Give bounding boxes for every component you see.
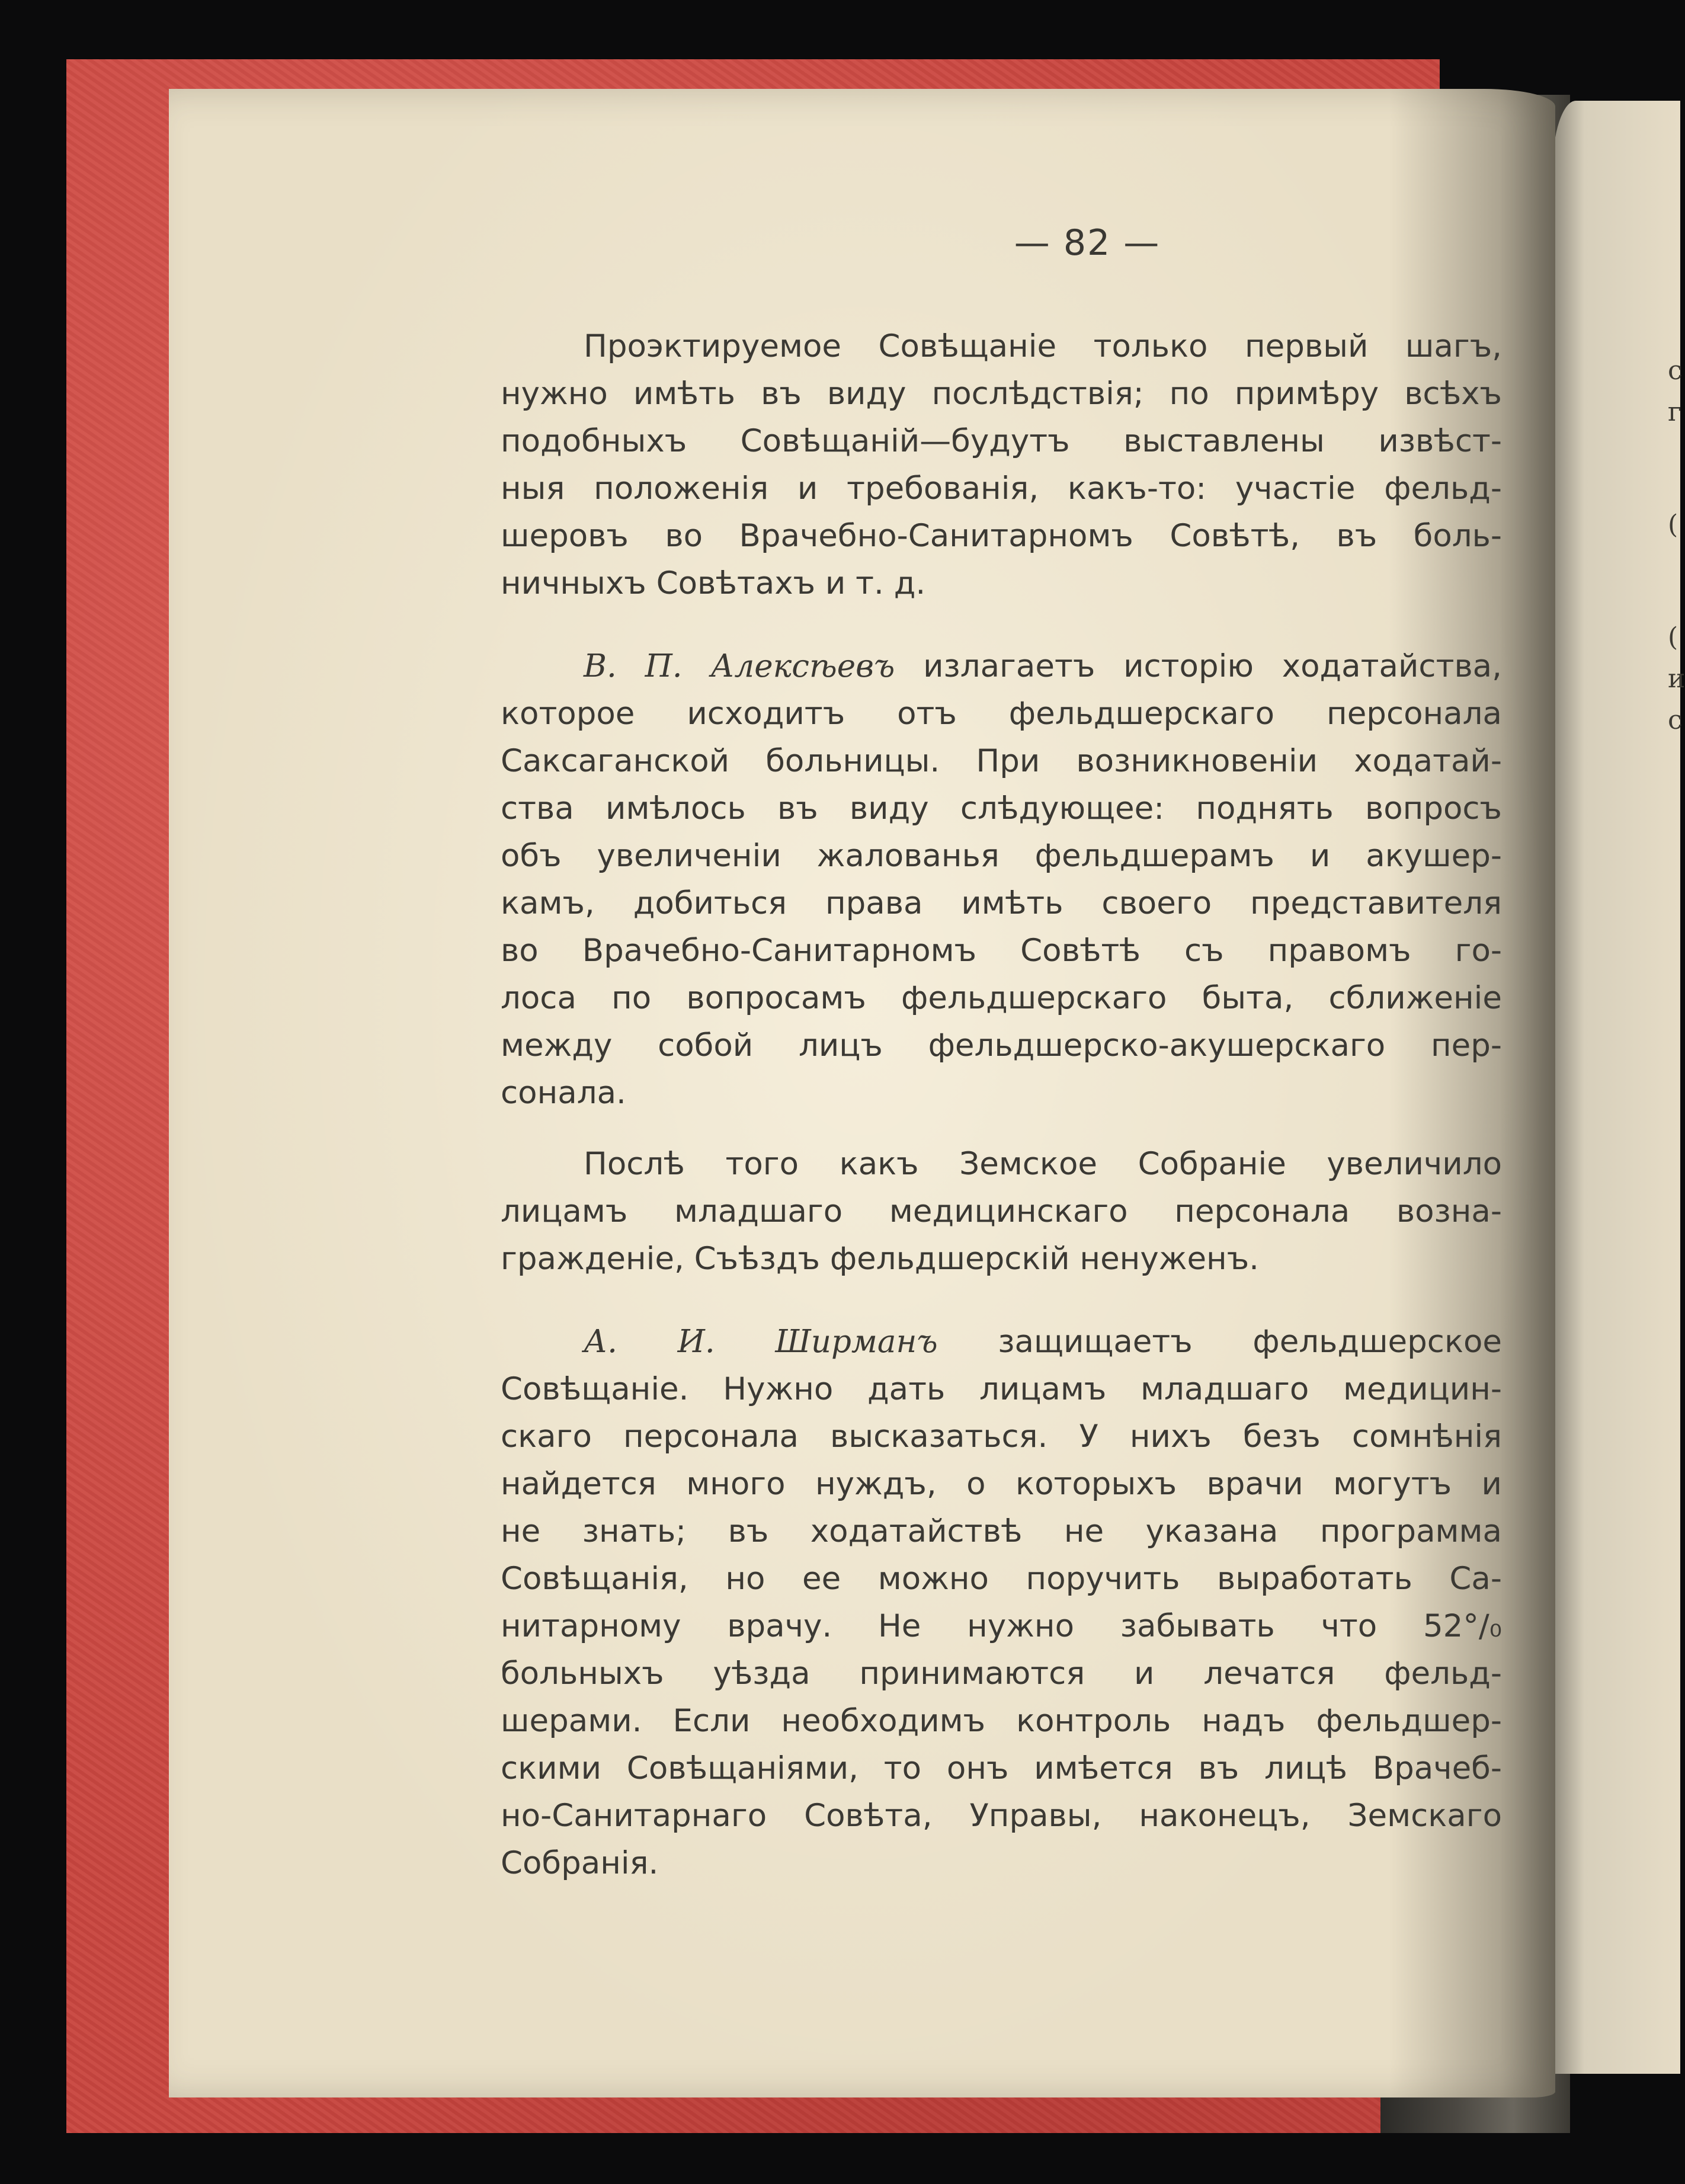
paragraph [501, 323, 1502, 607]
text-line: во Врачебно-Санитарномъ Совѣтѣ съ правомъ го- [501, 933, 1502, 969]
text-line: камъ, добиться права имѣть своего представителя [501, 885, 1502, 921]
text-fragment: излагаетъ исторію ходатайства, [923, 648, 1502, 684]
speaker-name: А. И. Ширманъ [584, 1324, 938, 1360]
text-line: найдется много нуждъ, о которыхъ врачи могутъ и [501, 1466, 1502, 1502]
text-fragment: защищаетъ фельдшерское [998, 1324, 1502, 1360]
text-line: Совѣщаніе. Нужно дать лицамъ младшаго медицин- [501, 1371, 1502, 1407]
text-line: Послѣ того какъ Земское Собраніе увеличило [584, 1146, 1502, 1182]
text-line: лицамъ младшаго медицинскаго персонала возна- [501, 1193, 1502, 1229]
text-line: шеровъ во Врачебно-Санитарномъ Совѣтѣ, въ боль- [501, 518, 1502, 554]
paragraph [501, 1141, 1502, 1283]
text-line: больныхъ уѣзда принимаются и лечатся фельд- [501, 1655, 1502, 1692]
text-line: скаго персонала высказаться. У нихъ безъ сомнѣнія [501, 1418, 1502, 1455]
page-number: — 82 — [1014, 222, 1161, 264]
text-line: ныя положенія и требованія, какъ-то: участіе фельд- [501, 470, 1502, 507]
text-line: между собой лицъ фельдшерско-акушерскаго пер- [501, 1027, 1502, 1064]
next-page-fragment: ( [1668, 622, 1678, 652]
text-line: не знать; въ ходатайствѣ не указана программа [501, 1513, 1502, 1549]
text-line: шерами. Если необходимъ контроль надъ фельдшер- [501, 1703, 1502, 1739]
text-line: объ увеличеніи жалованья фельдшерамъ и акушер- [501, 838, 1502, 874]
text-line: скими Совѣщаніями, то онъ имѣется въ лицѣ Врачеб- [501, 1750, 1502, 1786]
text-line: Собранія. [501, 1845, 659, 1881]
text-line: нитарному врачу. Не нужно забывать что 52°/₀ [501, 1608, 1502, 1644]
text-line: ства имѣлось въ виду слѣдующее: поднять вопросъ [501, 790, 1502, 827]
text-line: Саксаганской больницы. При возникновеніи ходатай- [501, 743, 1502, 779]
next-page-fragment: ( [1668, 510, 1678, 540]
next-page-fragment: г [1668, 397, 1682, 427]
text-line: Совѣщанія, но ее можно поручить выработать Са- [501, 1561, 1502, 1597]
paragraph [501, 643, 1502, 1117]
text-line: подобныхъ Совѣщаній—будутъ выставлены извѣст- [501, 423, 1502, 459]
next-page-fragment: с [1668, 705, 1683, 735]
text-line: ничныхъ Совѣтахъ и т. д. [501, 565, 926, 601]
paragraph [501, 1318, 1502, 1887]
speaker-name: В. П. Алексѣевъ [584, 648, 895, 684]
next-page-fragment: с [1668, 356, 1683, 386]
text-line [501, 1318, 1502, 1366]
text-line [501, 643, 1502, 690]
text-line: гражденіе, Съѣздъ фельдшерскій ненуженъ. [501, 1241, 1259, 1277]
next-page-edge [1552, 101, 1685, 2074]
text-line: которое исходитъ отъ фельдшерскаго персонала [501, 696, 1502, 732]
text-line: лоса по вопросамъ фельдшерскаго быта, сближеніе [501, 980, 1502, 1016]
next-page-fragment: и [1668, 664, 1685, 694]
text-line: нужно имѣть въ виду послѣдствія; по примѣру всѣхъ [501, 376, 1502, 412]
text-line: сонала. [501, 1075, 626, 1111]
text-line: Проэктируемое Совѣщаніе только первый шагъ, [584, 328, 1502, 364]
text-line: но-Санитарнаго Совѣта, Управы, наконецъ, Земскаго [501, 1798, 1502, 1834]
